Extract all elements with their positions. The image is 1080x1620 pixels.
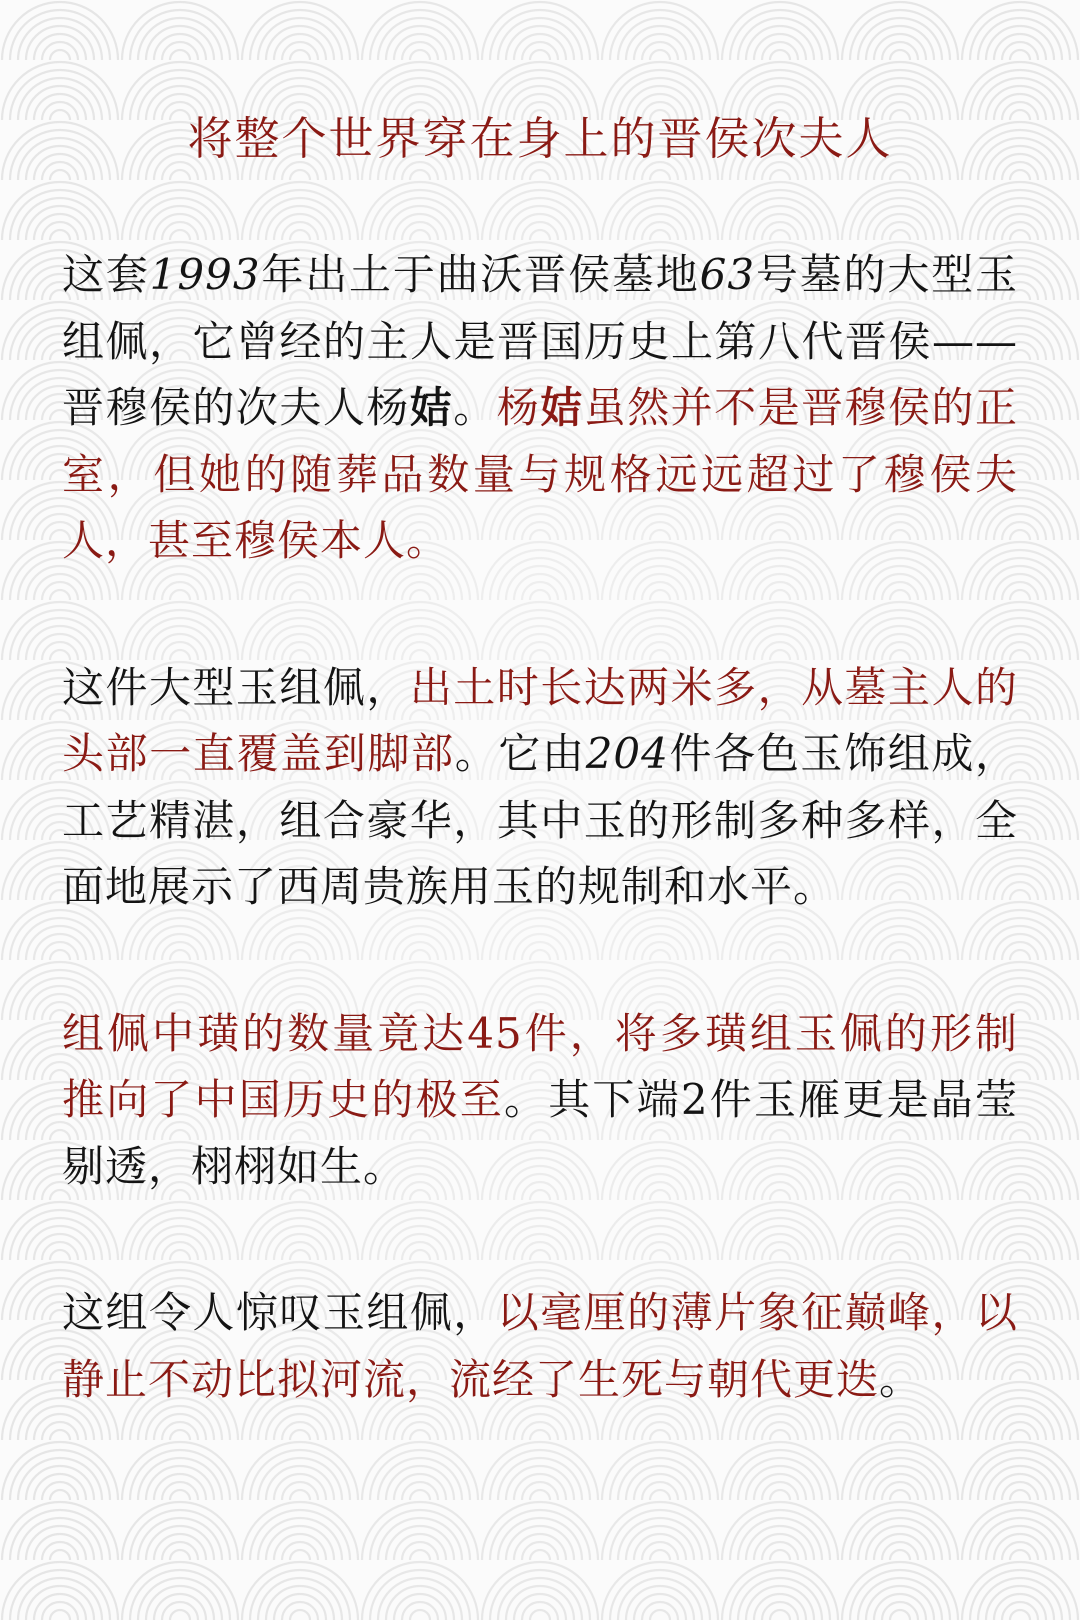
body-text: 姞 [409, 383, 454, 432]
body-text: 63 [699, 250, 756, 299]
highlighted-text: 姞 [540, 383, 584, 432]
highlighted-text: 以毫厘的薄片象征巅峰，以静止不动比拟河流，流经了生死与朝代更迭 [62, 1288, 1018, 1404]
body-text: 号墓的大型玉组佩，它曾经的主人是晋国历史上第八代晋侯——晋穆侯的次夫人杨 [62, 250, 1018, 432]
body-text: 204 [585, 729, 669, 778]
body-text: 这组令人惊叹玉组佩， [62, 1288, 497, 1337]
body-text: 1993 [149, 250, 261, 299]
highlighted-text: 组佩中璜的数量竟达45件，将多璜组玉佩的形制推向了中国历史的极至 [62, 1008, 1018, 1124]
page-title: 将整个世界穿在身上的晋侯次夫人 [187, 112, 893, 165]
highlighted-text: 杨 [496, 383, 541, 432]
paragraph-4 [62, 1280, 1018, 1413]
body-text: 件各色玉饰组成，工艺精湛，组合豪华，其中玉的形制多种多样，全面地展示了西周贵族用玉的规制和水平。 [62, 729, 1018, 911]
paragraph-1 [62, 242, 1018, 575]
body-text: 年出土于曲沃晋侯墓地 [260, 250, 700, 299]
body-text: 。 [453, 383, 497, 432]
body-text: 。它由 [454, 729, 586, 778]
body-text: 这套 [62, 250, 150, 299]
paragraph-2 [62, 655, 1018, 921]
body-text: 。 [879, 1354, 923, 1404]
body-text: 。其下端2件玉雁更是晶莹剔透，栩栩如生。 [62, 1075, 1018, 1191]
highlighted-text: 出土时长达两米多，从墓主人的头部一直覆盖到脚部 [62, 662, 1018, 778]
body-text: 这件大型玉组佩， [62, 662, 410, 712]
highlighted-text: 虽然并不是晋穆侯的正室，但她的随葬品数量与规格远远超过了穆侯夫人，甚至穆侯本人。 [62, 383, 1018, 565]
paragraph-3 [62, 1001, 1018, 1201]
